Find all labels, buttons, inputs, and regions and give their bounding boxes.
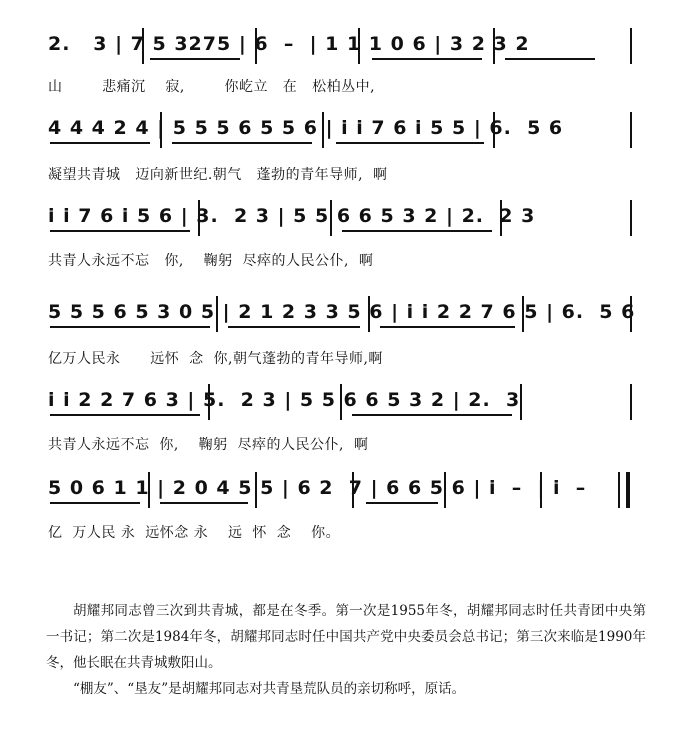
beam-line	[50, 142, 150, 144]
notation-row: 2. 3 | 7 5 3275 | 6 – | 1 1 1 0 6 | 3 2 3 2	[48, 33, 530, 55]
lyric-line-6: 亿 万人民 永 远怀念 永 远 怀 念 你。	[48, 525, 341, 541]
beam-line	[380, 326, 515, 328]
beam-line	[50, 502, 140, 504]
lyric-line-3: 共青人永远不忘 你, 鞠躬 尽瘁的人民公仆, 啊	[48, 253, 374, 269]
footnote-paragraph-2: “棚友”、“垦友”是胡耀邦同志对共青垦荒队员的亲切称呼，原话。	[73, 681, 466, 697]
lyric-line-4: 亿万人民永 远怀 念 你,朝气蓬勃的青年导师,啊	[48, 351, 383, 367]
lyric-line-2: 凝望共青城 迈向新世纪.朝气 蓬勃的青年导师, 啊	[48, 167, 388, 183]
lyric-line-5: 共青人永远不忘 你, 鞠躬 尽瘁的人民公仆, 啊	[48, 437, 369, 453]
notation-row: 4 4 4 2 4 | 5 5 5 6 5 5 6 | i i 7 6 i 5 5 | 6. 5 6	[48, 117, 564, 139]
beam-line	[172, 142, 312, 144]
notation-row: 5 5 5 6 5 3 0 5 | 2 1 2 3 3 5 6 | i i 2 2 7 6 5 | 6. 5 6	[48, 301, 636, 323]
beam-line	[366, 502, 438, 504]
beam-line	[228, 326, 360, 328]
notation-row: i i 7 6 i 5 6 | 3. 2 3 | 5 5 6 6 5 3 2 | 2. 2 3	[48, 205, 536, 227]
footnote-paragraph-1: 胡耀邦同志曾三次到共青城，都是在冬季。第一次是1955年冬，胡耀邦同志时任共青团中央第一书记；第二次是1984年冬，胡耀邦同志时任中国共产党中央委员会总书记；第三次来临是1990年冬，他长眠在共青城敷阳山。	[46, 603, 646, 671]
lyric-line-1: 山 悲痛沉 寂, 你屹立 在 松柏丛中,	[48, 79, 376, 95]
beam-line	[336, 142, 484, 144]
beam-line	[160, 502, 248, 504]
beam-line	[50, 230, 190, 232]
beam-line	[352, 414, 512, 416]
beam-line	[150, 58, 240, 60]
beam-line	[342, 230, 492, 232]
beam-line	[372, 58, 482, 60]
notation-row: i i 2 2 7 6 3 | 5. 2 3 | 5 5 6 6 5 3 2 | 2. 3	[48, 389, 521, 411]
footnote-block	[46, 598, 646, 702]
beam-line	[50, 326, 210, 328]
notation-row: 5 0 6 1 1 | 2 0 4 5 5 | 6 2 7 | 6 6 5 6 | i – | i –	[48, 477, 587, 499]
beam-line	[50, 414, 200, 416]
beam-line	[505, 58, 595, 60]
